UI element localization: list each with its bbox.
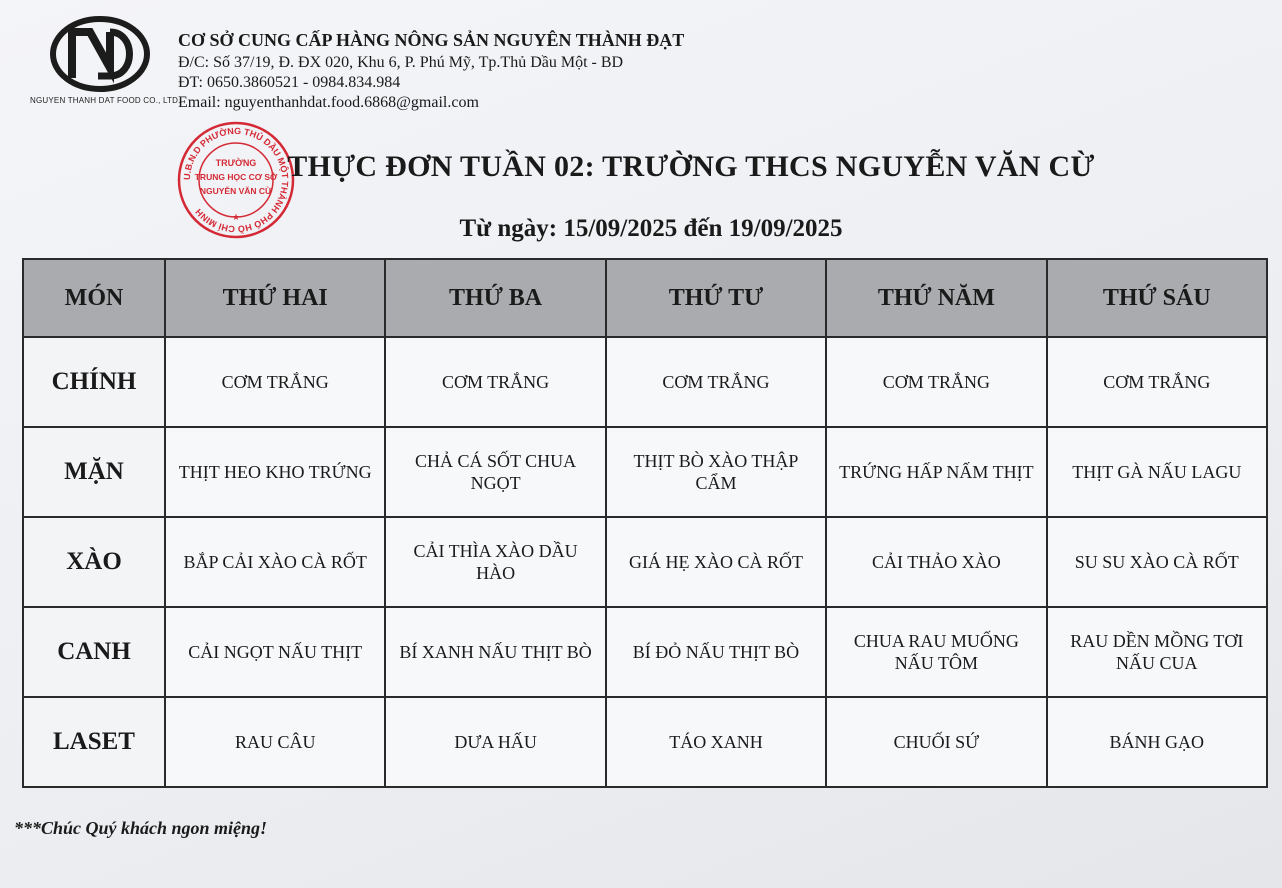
table-cell: BẮP CẢI XÀO CÀ RỐT [165,517,385,607]
table-cell: CẢI THẢO XÀO [826,517,1046,607]
table-cell: CƠM TRẮNG [165,337,385,427]
table-header-row [23,259,1267,337]
table-row [23,697,1267,787]
column-header: THỨ NĂM [826,259,1046,337]
company-info [178,30,684,115]
table-cell: BÍ XANH NẤU THỊT BÒ [385,607,605,697]
row-label: CHÍNH [23,337,165,427]
row-label: MẶN [23,427,165,517]
table-cell: CƠM TRẮNG [1047,337,1267,427]
table-cell: THỊT BÒ XÀO THẬP CẨM [606,427,826,517]
page-title: THỰC ĐƠN TUẦN 02: TRƯỜNG THCS NGUYỄN VĂN CỪ [287,150,1095,183]
company-name: CƠ SỞ CUNG CẤP HÀNG NÔNG SẢN NGUYÊN THÀNH ĐẠT [178,30,685,50]
row-label: XÀO [23,517,165,607]
column-header: MÓN [23,259,165,337]
table-cell: THỊT HEO KHO TRỨNG [165,427,385,517]
stamp-star-icon: ★ [231,212,241,222]
stamp-ring-text: U.B.N.D PHƯỜNG THỦ DẦU MỘT THÀNH PHỐ HỒ CHÍ MINH [181,125,291,235]
footer-note: ***Chúc Quý khách ngon miệng! [14,818,268,838]
table-cell: CƠM TRẮNG [606,337,826,427]
company-phone: ĐT: 0650.3860521 - 0984.834.984 [178,74,401,92]
column-header: THỨ HAI [165,259,385,337]
stamp-line-1: TRƯỜNG [215,158,257,168]
column-header: THỨ BA [385,259,605,337]
company-logo [50,16,150,92]
stamp-line-2: TRUNG HỌC CƠ SỞ [194,172,278,182]
row-label: LASET [23,697,165,787]
column-header: THỨ TƯ [606,259,826,337]
table-cell: CHẢ CÁ SỐT CHUA NGỌT [385,427,605,517]
table-row [23,607,1267,697]
table-cell: TRỨNG HẤP NẤM THỊT [826,427,1046,517]
table-row [23,517,1267,607]
date-range: Từ ngày: 15/09/2025 đến 19/09/2025 [459,215,843,242]
menu-table [22,258,1268,788]
table-cell: GIÁ HẸ XÀO CÀ RỐT [606,517,826,607]
table-cell: CẢI NGỌT NẤU THỊT [165,607,385,697]
table-cell: CƠM TRẮNG [385,337,605,427]
table-cell: CHUA RAU MUỐNG NẤU TÔM [826,607,1046,697]
row-label: CANH [23,607,165,697]
table-cell: BÁNH GẠO [1047,697,1267,787]
logo-caption: NGUYEN THANH DAT FOOD CO., LTD. [30,96,181,105]
table-cell: CẢI THÌA XÀO DẦU HÀO [385,517,605,607]
table-cell: CƠM TRẮNG [826,337,1046,427]
table-cell: RAU CÂU [165,697,385,787]
table-cell: RAU DỀN MỒNG TƠI NẤU CUA [1047,607,1267,697]
table-cell: SU SU XÀO CÀ RỐT [1047,517,1267,607]
table-row [23,427,1267,517]
company-email: Email: nguyenthanhdat.food.6868@gmail.com [178,94,479,112]
company-address: Đ/C: Số 37/19, Đ. ĐX 020, Khu 6, P. Phú Mỹ, Tp.Thủ Dầu Một - BD [178,53,624,71]
table-cell: THỊT GÀ NẤU LAGU [1047,427,1267,517]
table-row [23,337,1267,427]
column-header: THỨ SÁU [1047,259,1267,337]
table-cell: BÍ ĐỎ NẤU THỊT BÒ [606,607,826,697]
table-cell: TÁO XANH [606,697,826,787]
stamp-line-3: NGUYỄN VĂN CỪ [199,186,273,196]
table-cell: DƯA HẤU [385,697,605,787]
table-cell: CHUỐI SỨ [826,697,1046,787]
